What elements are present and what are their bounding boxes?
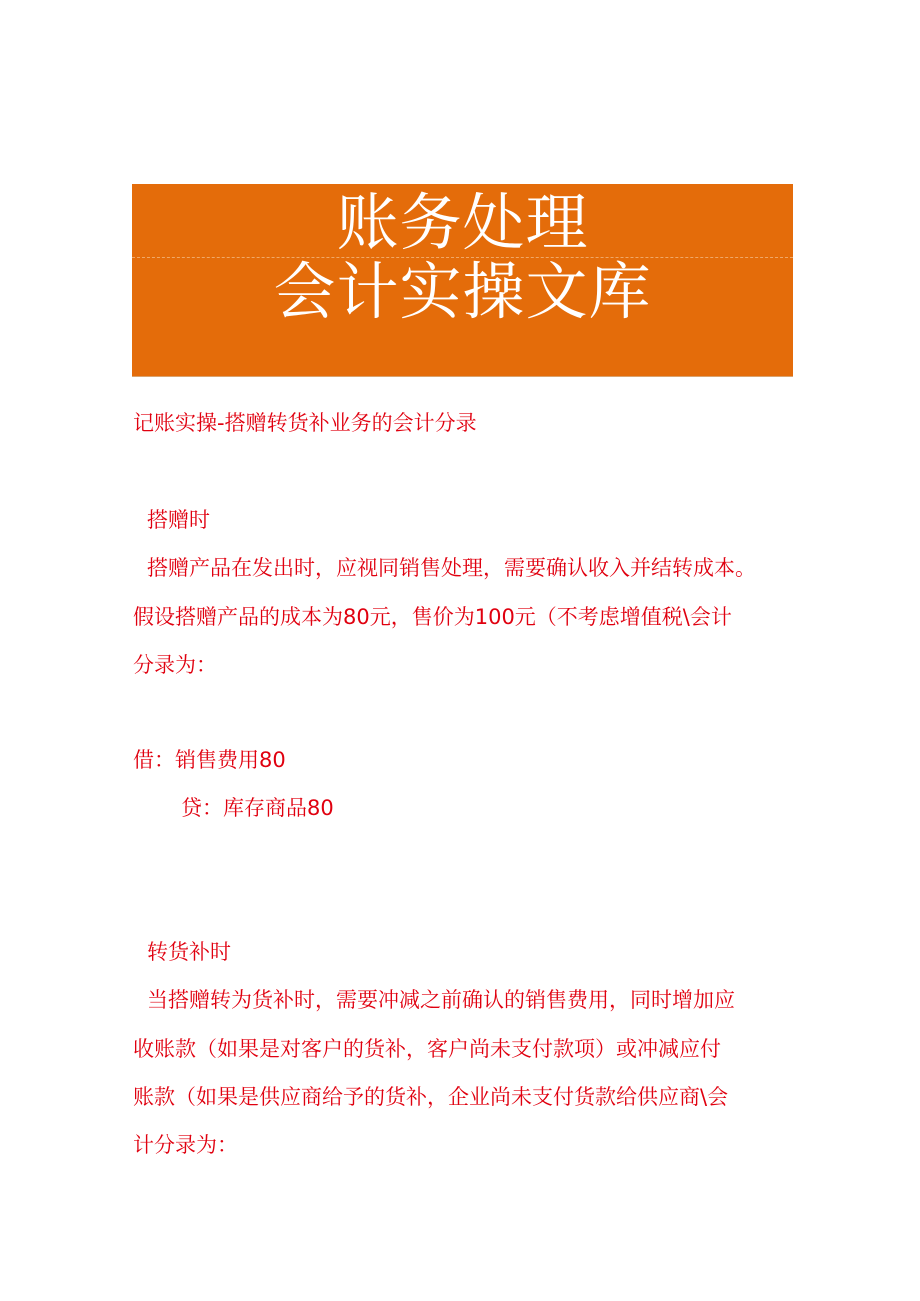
section2-line-3: 账款（如果是供应商给予的货补，企业尚未支付货款给供应商\会: [133, 1085, 729, 1109]
journal-entry-debit: 借：销售费用80: [133, 748, 286, 772]
banner-title-line1: 账务处理: [336, 186, 589, 259]
section2-line-4: 计分录为：: [133, 1133, 238, 1157]
section1-line-1: 搭赠产品在发出时，应视同销售处理，需要确认收入并结转成本。: [147, 556, 756, 580]
document-title: 记账实操-搭赠转货补业务的会计分录: [133, 411, 477, 435]
banner-title-line2: 会计实操文库: [273, 255, 652, 328]
journal-entry-credit: 贷：库存商品80: [181, 796, 334, 820]
section2-line-2: 收账款（如果是对客户的货补，客户尚未支付款项）或冲减应付: [133, 1037, 721, 1061]
section1-line-3: 分录为：: [133, 653, 217, 677]
header-banner: [132, 184, 793, 377]
section2-line-1: 当搭赠转为货补时，需要冲减之前确认的销售费用，同时增加应: [147, 988, 735, 1012]
section-heading-subsidy: 转货补时: [147, 940, 231, 964]
section1-line-2: 假设搭赠产品的成本为80元，售价为100元（不考虑增值税\会计: [133, 605, 732, 629]
section-heading-gift: 搭赠时: [147, 508, 210, 532]
